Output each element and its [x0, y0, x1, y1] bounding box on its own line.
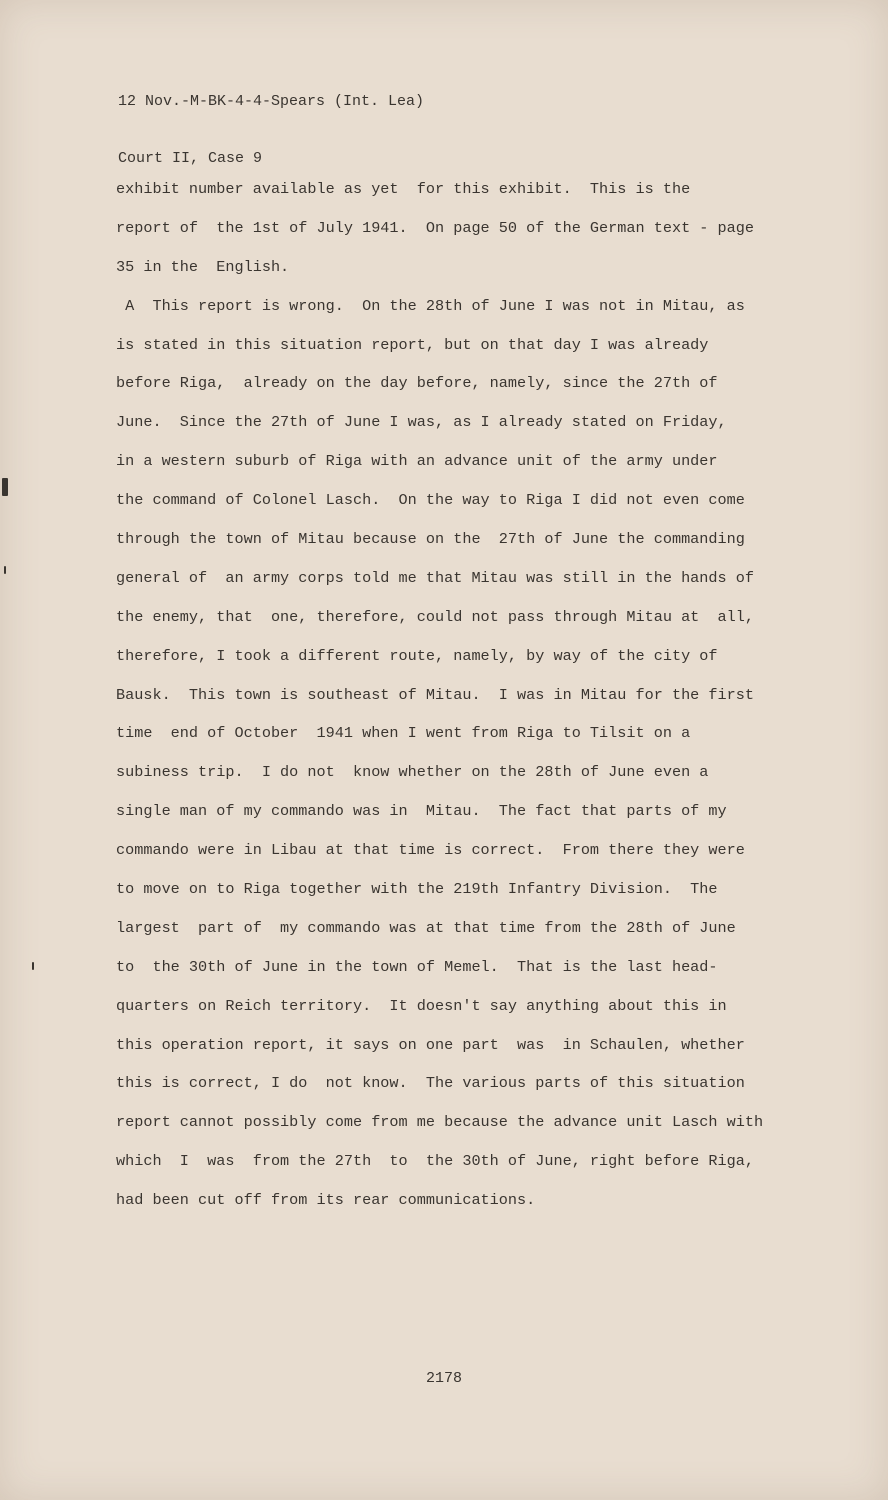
page-number: 2178: [425, 1370, 462, 1387]
text-line: exhibit number available as yet for this exhibit. This is the: [116, 180, 691, 198]
text-line: before Riga, already on the day before, namely, since the 27th of: [116, 374, 718, 393]
transcript-body: [116, 170, 806, 1220]
text-line: the command of Colonel Lasch. On the way to Riga I did not even come: [116, 491, 745, 510]
text-line: in a western suburb of Riga with an advance unit of the army under: [116, 452, 718, 471]
text-line: report cannot possibly come from me because the advance unit Lasch with: [116, 1113, 764, 1132]
margin-mark: [4, 566, 6, 574]
text-line: which I was from the 27th to the 30th of June, right before Riga,: [116, 1152, 754, 1171]
text-line: A This report is wrong. On the 28th of June I was not in Mitau, as: [116, 296, 745, 315]
text-line: to move on to Riga together with the 219th Infantry Division. The: [116, 880, 718, 899]
header-line-1: 12 Nov.-M-BK-4-4-Spears (Int. Lea): [118, 93, 425, 110]
text-line: subiness trip. I do not know whether on the 28th of June even a: [116, 763, 709, 782]
text-line: commando were in Libau at that time is correct. From there they were: [116, 841, 745, 860]
text-line: to the 30th of June in the town of Memel. That is the last head-: [116, 957, 718, 976]
text-line: 35 in the English.: [116, 257, 290, 276]
text-line: time end of October 1941 when I went from Riga to Tilsit on a: [116, 724, 691, 743]
text-line: had been cut off from its rear communications.: [116, 1191, 536, 1210]
text-line: single man of my commando was in Mitau. The fact that parts of my: [116, 802, 727, 821]
text-line: report of the 1st of July 1941. On page 50 of the German text - page: [116, 218, 754, 237]
text-line: the enemy, that one, therefore, could not pass through Mitau at all,: [116, 607, 754, 626]
text-line: general of an army corps told me that Mitau was still in the hands of: [116, 568, 754, 587]
text-line: Bausk. This town is southeast of Mitau. I was in Mitau for the first: [116, 685, 754, 704]
text-line: this is correct, I do not know. The various parts of this situation: [116, 1074, 745, 1093]
text-line: is stated in this situation report, but on that day I was already: [116, 335, 709, 354]
text-line: therefore, I took a different route, namely, by way of the city of: [116, 646, 718, 665]
text-line: quarters on Reich territory. It doesn't say anything about this in: [116, 996, 727, 1015]
margin-mark: [32, 962, 34, 970]
text-line: June. Since the 27th of June I was, as I already stated on Friday,: [116, 413, 727, 432]
text-line: largest part of my commando was at that time from the 28th of June: [116, 918, 736, 937]
text-line: through the town of Mitau because on the 27th of June the commanding: [116, 530, 745, 549]
text-line: this operation report, it says on one part was in Schaulen, whether: [116, 1035, 745, 1054]
margin-mark: [2, 478, 8, 496]
header-line-2: Court II, Case 9: [118, 150, 263, 167]
